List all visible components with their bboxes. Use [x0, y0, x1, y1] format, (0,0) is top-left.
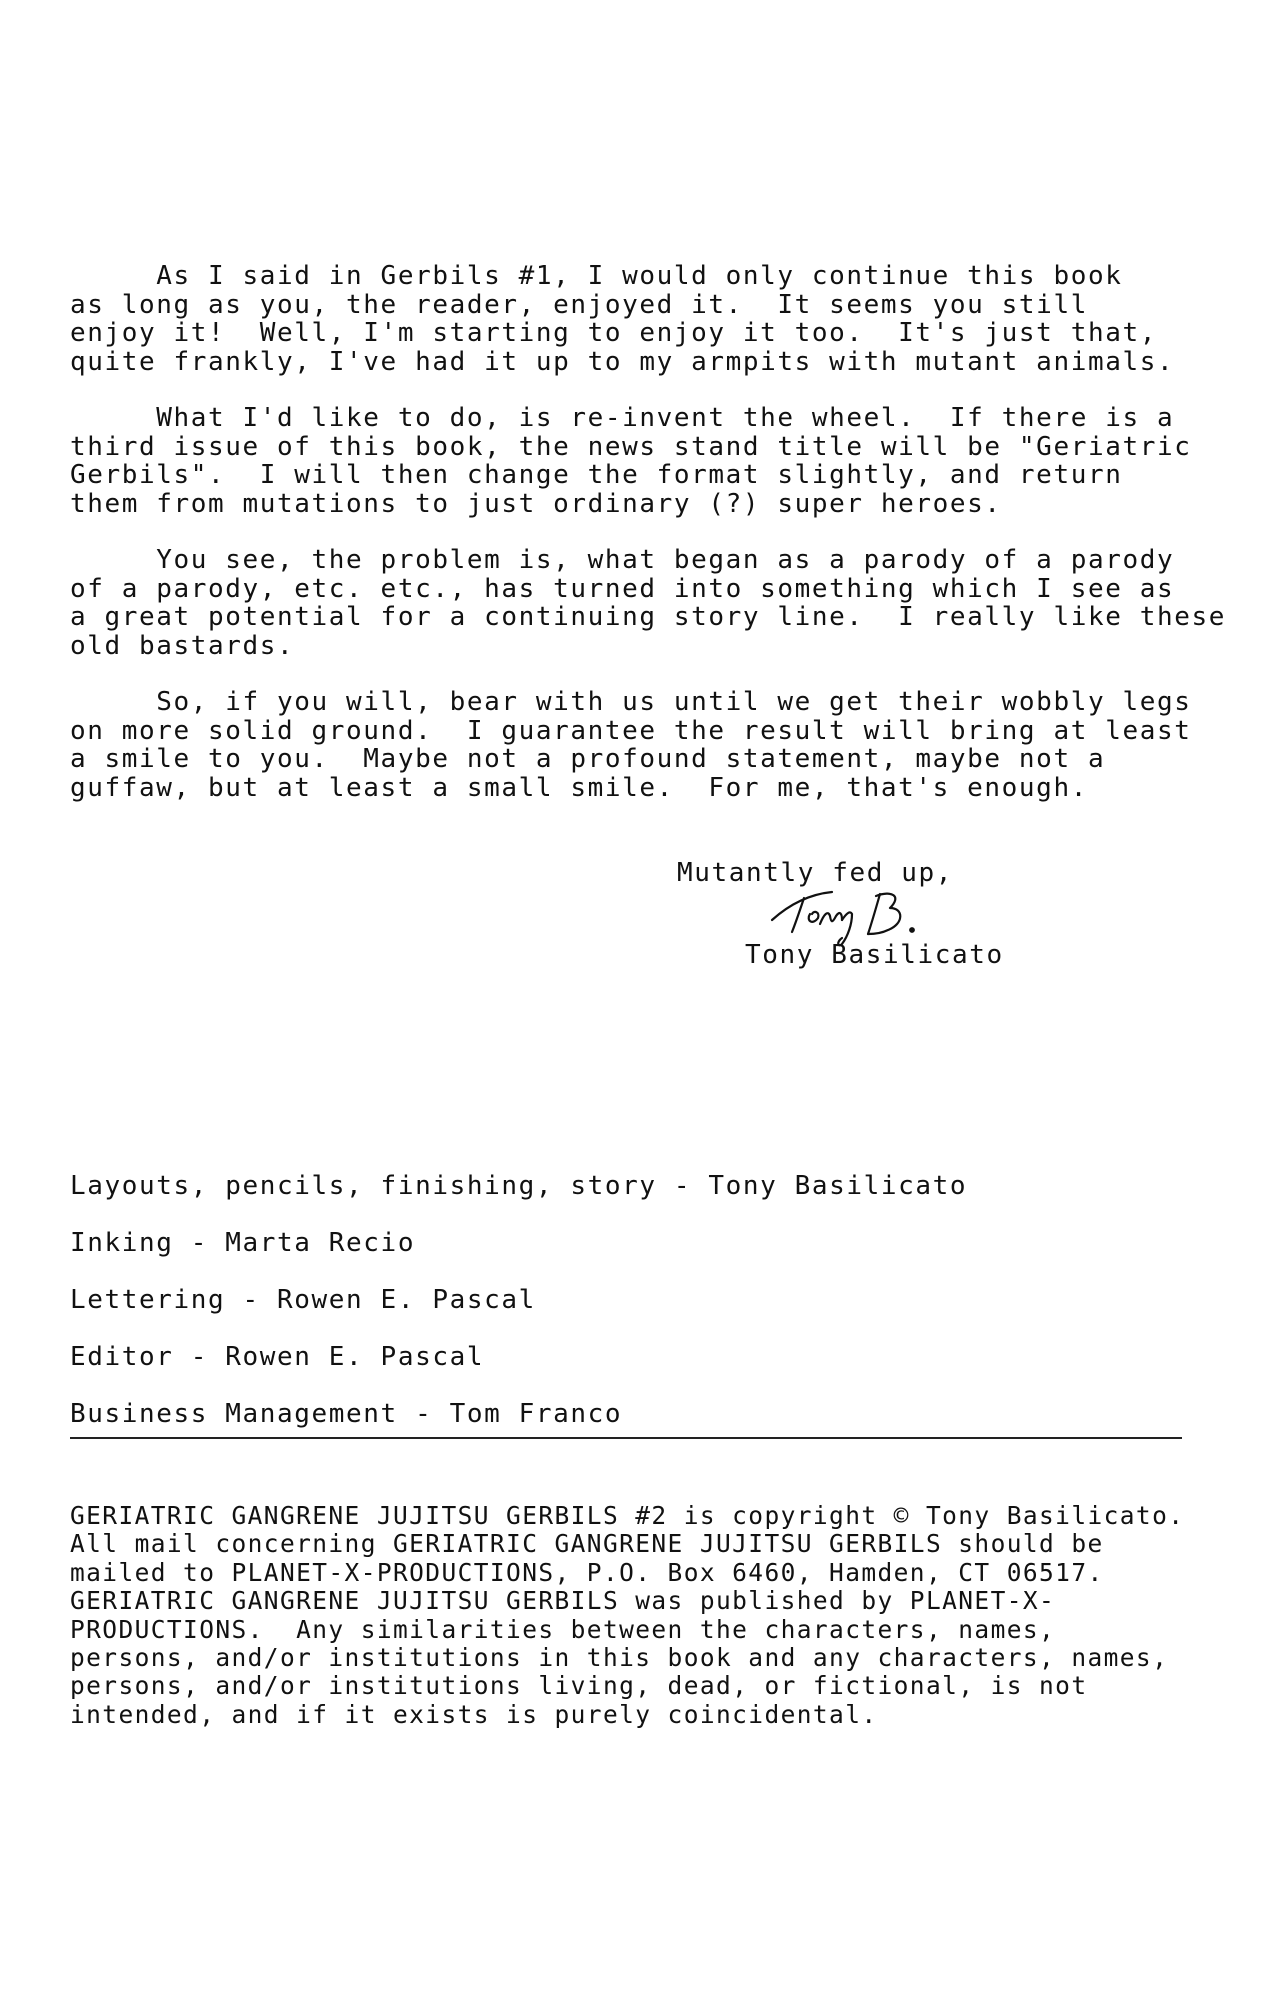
letter-paragraph: So, if you will, bear with us until we get their wobbly legs on more solid ground. I guarantee the result will bring at least a smile to you. Maybe not a profound statement, maybe not a guffaw, but at least a small smile. For me, that's enough. — [70, 687, 1192, 803]
letter-paragraph: You see, the problem is, what began as a parody of a parody of a parody, etc. etc., has turned into something which I see as a great potential for a continuing story line. I really like these old bastards. — [70, 545, 1226, 661]
letter-body — [70, 261, 1226, 830]
credit-line: Editor - Rowen E. Pascal — [70, 1342, 485, 1372]
horizontal-divider — [70, 1437, 1182, 1439]
signer-name: Tony Basilicato — [745, 940, 1004, 970]
credits-list — [70, 1172, 967, 1457]
letter-paragraph: What I'd like to do, is re-invent the wheel. If there is a third issue of this book, the news stand title will be "Geriatric Gerbils". I will then change the format slightly, and return them from mutations to just ordinary (?) super heroes. — [70, 403, 1192, 519]
credit-line: Lettering - Rowen E. Pascal — [70, 1285, 536, 1315]
letter-paragraph: As I said in Gerbils #1, I would only continue this book as long as you, the reader, enjoyed it. It seems you still enjoy it! Well, I'm starting to enjoy it too. It's just that, quite frankly, I've had it up to my armpits with mutant animals. — [70, 261, 1175, 377]
copyright-notice: GERIATRIC GANGRENE JUJITSU GERBILS #2 is copyright © Tony Basilicato. All mail concerning GERIATRIC GANGRENE JUJITSU GERBILS should be mailed to PLANET-X-PRODUCTIONS, P.O. Box 6460, Hamden, CT 06517. GERIATRIC GANGRENE JUJITSU GERBILS was published by PLANET-X- PRODUCTIONS. Any similarities between the characters, names, persons, and/or institutions in this book and any characters, names, persons, and/or institutions living, dead, or fictional, is not intended, and if it exists is purely coincidental. — [70, 1501, 1185, 1729]
credit-line: Inking - Marta Recio — [70, 1228, 416, 1258]
credit-line: Layouts, pencils, finishing, story - Tony Basilicato — [70, 1171, 968, 1201]
letter-closing: Mutantly fed up, — [677, 858, 954, 888]
credit-line: Business Management - Tom Franco — [70, 1399, 623, 1429]
